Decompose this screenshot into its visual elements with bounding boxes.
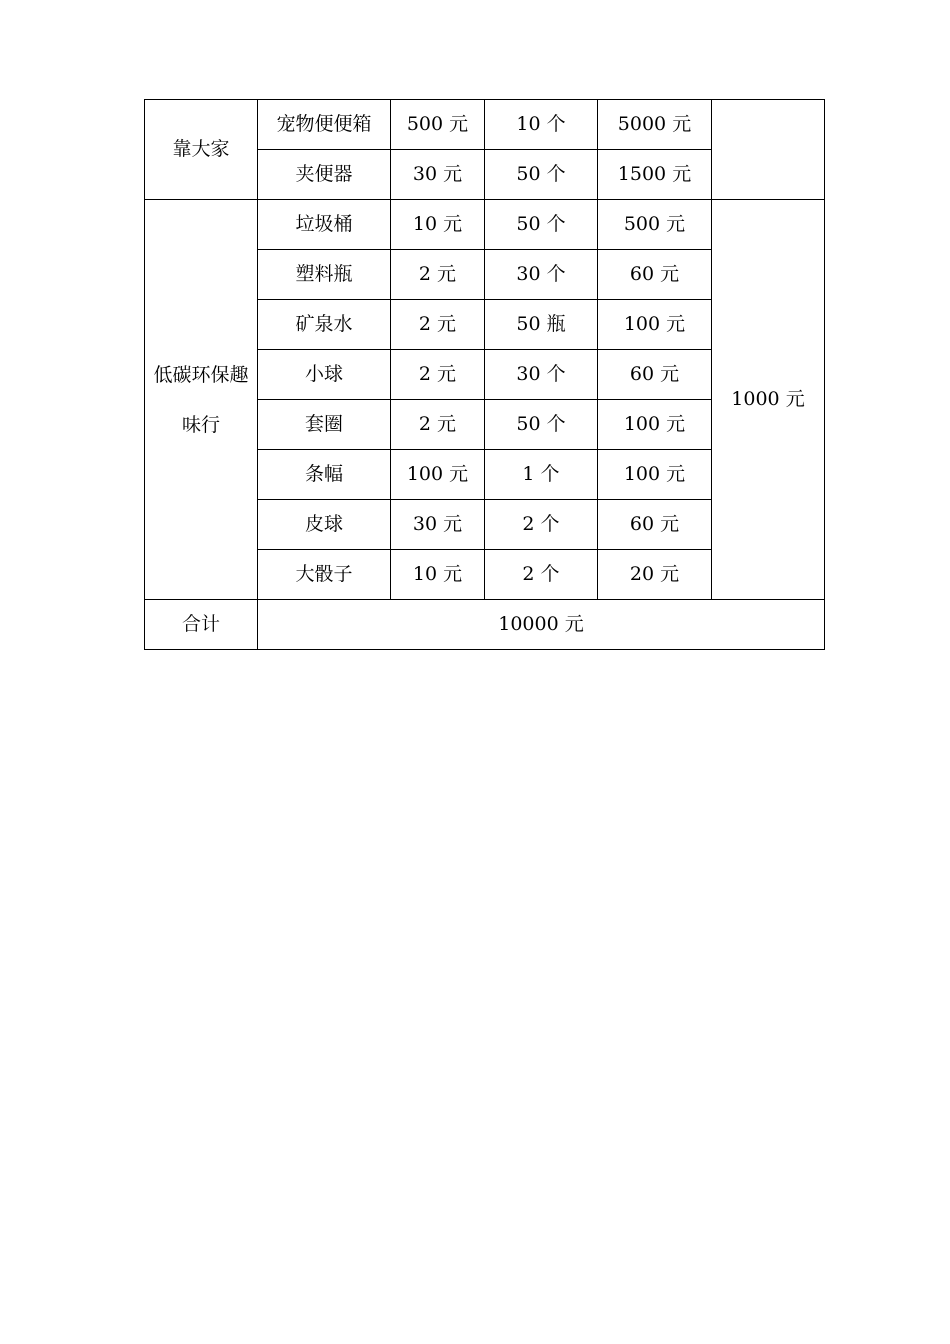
amount-cell: 100 元 <box>598 300 712 350</box>
quantity-cell: 10 个 <box>485 100 598 150</box>
item-name-cell: 大骰子 <box>258 550 391 600</box>
table-row <box>145 200 825 250</box>
quantity-cell: 30 个 <box>485 250 598 300</box>
unit-price-cell: 2 元 <box>391 300 485 350</box>
quantity-cell: 50 个 <box>485 150 598 200</box>
quantity-cell: 30 个 <box>485 350 598 400</box>
unit-price-cell: 2 元 <box>391 250 485 300</box>
budget-table <box>144 99 825 650</box>
amount-cell: 20 元 <box>598 550 712 600</box>
unit-price-cell: 10 元 <box>391 200 485 250</box>
amount-cell: 60 元 <box>598 500 712 550</box>
unit-price-cell: 30 元 <box>391 150 485 200</box>
amount-cell: 60 元 <box>598 250 712 300</box>
unit-price-cell: 2 元 <box>391 400 485 450</box>
total-label-cell: 合计 <box>145 600 258 650</box>
quantity-cell: 2 个 <box>485 500 598 550</box>
unit-price-cell: 2 元 <box>391 350 485 400</box>
quantity-cell: 1 个 <box>485 450 598 500</box>
item-name-cell: 皮球 <box>258 500 391 550</box>
amount-cell: 60 元 <box>598 350 712 400</box>
unit-price-cell: 100 元 <box>391 450 485 500</box>
total-value-cell: 10000 元 <box>258 600 825 650</box>
total-row <box>145 600 825 650</box>
item-name-cell: 矿泉水 <box>258 300 391 350</box>
quantity-cell: 2 个 <box>485 550 598 600</box>
quantity-cell: 50 个 <box>485 400 598 450</box>
item-name-cell: 塑料瓶 <box>258 250 391 300</box>
amount-cell: 100 元 <box>598 400 712 450</box>
item-name-cell: 宠物便便箱 <box>258 100 391 150</box>
amount-cell: 1500 元 <box>598 150 712 200</box>
amount-cell: 100 元 <box>598 450 712 500</box>
item-name-cell: 条幅 <box>258 450 391 500</box>
item-name-cell: 垃圾桶 <box>258 200 391 250</box>
item-name-cell: 小球 <box>258 350 391 400</box>
quantity-cell: 50 个 <box>485 200 598 250</box>
amount-cell: 500 元 <box>598 200 712 250</box>
item-name-cell: 套圈 <box>258 400 391 450</box>
unit-price-cell: 500 元 <box>391 100 485 150</box>
table-row <box>145 100 825 150</box>
unit-price-cell: 30 元 <box>391 500 485 550</box>
amount-cell: 5000 元 <box>598 100 712 150</box>
group-label-cell: 靠大家 <box>145 100 258 200</box>
unit-price-cell: 10 元 <box>391 550 485 600</box>
item-name-cell: 夹便器 <box>258 150 391 200</box>
group-label-cell: 低碳环保趣味行 <box>145 200 258 600</box>
group-total-cell: 1000 元 <box>712 200 825 600</box>
quantity-cell: 50 瓶 <box>485 300 598 350</box>
group-total-cell <box>712 100 825 200</box>
